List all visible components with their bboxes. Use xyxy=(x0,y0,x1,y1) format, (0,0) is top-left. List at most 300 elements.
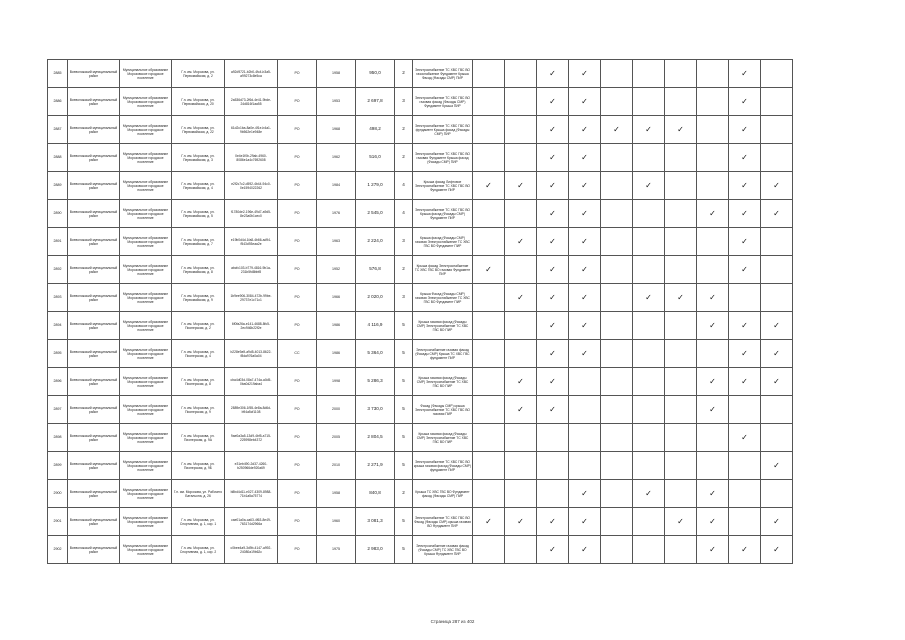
works-cell: Электроснабжение ТС ХВС ГВС ВО крыша газовая фасад (Фасады CMP) фундамент ПИР xyxy=(413,452,473,480)
address-cell: Г.п. им. Морозова, ул. Пионерская, д. 9Б xyxy=(172,452,225,480)
checkmark-icon: ✓ xyxy=(773,348,780,358)
work-type-cell xyxy=(505,284,537,312)
work-type-cell xyxy=(633,424,665,452)
area-cell: 840,8 xyxy=(356,480,395,508)
works-cell: Фасад (Фасады CMP) крыша Электроснабжение ТС ХВС ГВС ВО газовая ПИР xyxy=(413,396,473,424)
district-cell: Всеволожский муниципальный район xyxy=(68,452,120,480)
work-type-cell xyxy=(569,508,601,536)
work-type-cell xyxy=(665,60,697,88)
checkmark-icon: ✓ xyxy=(549,516,556,526)
work-type-cell xyxy=(697,144,729,172)
guid-cell: 6f0fa26a-e141-4688-8fc5-2ec946b22f2e xyxy=(225,312,278,340)
settlement-cell: Муниципальное образование Морозовское городское поселение xyxy=(120,396,172,424)
work-type-cell xyxy=(505,88,537,116)
year-cell: 1953 xyxy=(317,88,356,116)
work-type-cell xyxy=(665,88,697,116)
checkmark-icon: ✓ xyxy=(741,236,748,246)
work-type-cell xyxy=(761,508,793,536)
table-row xyxy=(48,60,793,88)
work-type-cell xyxy=(665,480,697,508)
work-type-cell xyxy=(601,172,633,200)
table-row xyxy=(48,312,793,340)
work-type-cell xyxy=(761,60,793,88)
district-cell: Всеволожский муниципальный район xyxy=(68,88,120,116)
address-cell: Г.п. им. Морозова, ул. Пионерская, д. 2 xyxy=(172,312,225,340)
area-cell: 2 545,0 xyxy=(356,200,395,228)
ownership-form-cell: РО xyxy=(278,256,317,284)
area-cell: 5 364,0 xyxy=(356,340,395,368)
work-type-cell xyxy=(505,312,537,340)
work-type-cell xyxy=(601,312,633,340)
table-row xyxy=(48,88,793,116)
work-type-cell xyxy=(633,480,665,508)
year-cell: 1976 xyxy=(317,200,356,228)
work-type-cell xyxy=(761,368,793,396)
work-type-cell xyxy=(537,536,569,564)
work-type-cell xyxy=(697,508,729,536)
district-cell: Всеволожский муниципальный район xyxy=(68,256,120,284)
work-type-cell xyxy=(601,368,633,396)
floors-cell: 3 xyxy=(395,88,413,116)
work-type-cell xyxy=(665,508,697,536)
work-type-cell xyxy=(697,368,729,396)
checkmark-icon: ✓ xyxy=(581,544,588,554)
work-type-cell xyxy=(729,340,761,368)
work-type-cell xyxy=(633,60,665,88)
year-cell: 1998 xyxy=(317,368,356,396)
floors-cell: 5 xyxy=(395,536,413,564)
checkmark-icon: ✓ xyxy=(517,236,524,246)
work-type-cell xyxy=(665,256,697,284)
work-type-cell xyxy=(633,536,665,564)
row-number: 2893 xyxy=(48,284,68,312)
work-type-cell xyxy=(505,480,537,508)
settlement-cell: Муниципальное образование Морозовское городское поселение xyxy=(120,88,172,116)
guid-cell: 2889e306-1f55-4e8a-8d6d-b94a5cf1108 xyxy=(225,396,278,424)
work-type-cell xyxy=(697,228,729,256)
checkmark-icon: ✓ xyxy=(549,264,556,274)
work-type-cell xyxy=(569,452,601,480)
guid-cell: b8bd4d11-e027-4309-8988-71b1a5a75774 xyxy=(225,480,278,508)
row-number: 2901 xyxy=(48,508,68,536)
work-type-cell xyxy=(537,508,569,536)
work-type-cell xyxy=(665,172,697,200)
ownership-form-cell: РО xyxy=(278,144,317,172)
work-type-cell xyxy=(473,368,505,396)
work-type-cell xyxy=(505,396,537,424)
ownership-form-cell: РО xyxy=(278,396,317,424)
year-cell: 1962 xyxy=(317,144,356,172)
address-cell: Г.п. им. Морозова, ул. Первомайская, д. 8 xyxy=(172,256,225,284)
work-type-cell xyxy=(729,116,761,144)
work-type-cell xyxy=(601,536,633,564)
settlement-cell: Муниципальное образование Морозовское городское поселение xyxy=(120,312,172,340)
guid-cell: 0e4e1f0b-29ab-4960-8086e1a4c7692608 xyxy=(225,144,278,172)
work-type-cell xyxy=(761,116,793,144)
works-cell: Крыша газовая фасад (Фасады CMP) Электроснабжение ТС ХВС ГВС ВО ПИР xyxy=(413,312,473,340)
checkmark-icon: ✓ xyxy=(741,96,748,106)
district-cell: Всеволожский муниципальный район xyxy=(68,312,120,340)
work-type-cell xyxy=(633,172,665,200)
checkmark-icon: ✓ xyxy=(645,488,652,498)
work-type-cell xyxy=(697,200,729,228)
checkmark-icon: ✓ xyxy=(709,404,716,414)
work-type-cell xyxy=(697,284,729,312)
work-type-cell xyxy=(569,396,601,424)
register-table xyxy=(47,59,793,564)
checkmark-icon: ✓ xyxy=(581,180,588,190)
district-cell: Всеволожский муниципальный район xyxy=(68,200,120,228)
checkmark-icon: ✓ xyxy=(677,516,684,526)
table-row xyxy=(48,368,793,396)
table-body xyxy=(48,60,793,564)
district-cell: Всеволожский муниципальный район xyxy=(68,424,120,452)
work-type-cell xyxy=(569,200,601,228)
work-type-cell xyxy=(633,228,665,256)
work-type-cell xyxy=(633,88,665,116)
checkmark-icon: ✓ xyxy=(549,208,556,218)
table-row xyxy=(48,452,793,480)
ownership-form-cell: РО xyxy=(278,424,317,452)
settlement-cell: Муниципальное образование Морозовское городское поселение xyxy=(120,60,172,88)
work-type-cell xyxy=(505,116,537,144)
year-cell: 1960 xyxy=(317,508,356,536)
floors-cell: 5 xyxy=(395,396,413,424)
work-type-cell xyxy=(569,480,601,508)
work-type-cell xyxy=(729,88,761,116)
work-type-cell xyxy=(761,144,793,172)
ownership-form-cell: РО xyxy=(278,480,317,508)
floors-cell: 5 xyxy=(395,312,413,340)
address-cell: Г.п. им. Морозова, ул. Первомайская, д. 4 xyxy=(172,172,225,200)
district-cell: Всеволожский муниципальный район xyxy=(68,60,120,88)
work-type-cell xyxy=(537,172,569,200)
floors-cell: 3 xyxy=(395,284,413,312)
address-cell: Г.п. им. Морозова, ул. Рабочего Батальона, д. 26 xyxy=(172,480,225,508)
district-cell: Всеволожский муниципальный район xyxy=(68,340,120,368)
work-type-cell xyxy=(729,256,761,284)
year-cell: 1963 xyxy=(317,228,356,256)
checkmark-icon: ✓ xyxy=(485,516,492,526)
work-type-cell xyxy=(697,396,729,424)
work-type-cell xyxy=(473,508,505,536)
work-type-cell xyxy=(601,396,633,424)
guid-cell: b228e9a9-a9d5-4013-8622-f8da976a0a04 xyxy=(225,340,278,368)
work-type-cell xyxy=(665,116,697,144)
ownership-form-cell: РО xyxy=(278,508,317,536)
table-row xyxy=(48,144,793,172)
guid-cell: e2f2c7c2-d592-4b44-94c0-0e1594022262 xyxy=(225,172,278,200)
settlement-cell: Муниципальное образование Морозовское городское поселение xyxy=(120,536,172,564)
work-type-cell xyxy=(601,284,633,312)
row-number: 2900 xyxy=(48,480,68,508)
work-type-cell xyxy=(761,452,793,480)
work-type-cell xyxy=(569,368,601,396)
works-cell: Электроснабжение ТС ХВС ГВС ВО Фасад (Фасады CMP) крыша газовая ВО Фундамент ПИР xyxy=(413,508,473,536)
guid-cell: abcfc103-b779-4816-9b1a-231b5fd8bbf8 xyxy=(225,256,278,284)
guid-cell: 2a536d73-2f6d-4e41-9bde-24d816f1aa55 xyxy=(225,88,278,116)
checkmark-icon: ✓ xyxy=(549,152,556,162)
settlement-cell: Муниципальное образование Морозовское городское поселение xyxy=(120,368,172,396)
work-type-cell xyxy=(601,88,633,116)
floors-cell: 2 xyxy=(395,60,413,88)
work-type-cell xyxy=(761,312,793,340)
work-type-cell xyxy=(473,536,505,564)
work-type-cell xyxy=(537,88,569,116)
checkmark-icon: ✓ xyxy=(741,348,748,358)
work-type-cell xyxy=(665,144,697,172)
guid-cell: e19b0d4d-1fa8-4b66-ad94-f543d93eaa2e xyxy=(225,228,278,256)
row-number: 2887 xyxy=(48,116,68,144)
floors-cell: 5 xyxy=(395,424,413,452)
table-row xyxy=(48,284,793,312)
settlement-cell: Муниципальное образование Морозовское городское поселение xyxy=(120,228,172,256)
work-type-cell xyxy=(569,284,601,312)
checkmark-icon: ✓ xyxy=(741,432,748,442)
work-type-cell xyxy=(633,396,665,424)
checkmark-icon: ✓ xyxy=(773,516,780,526)
checkmark-icon: ✓ xyxy=(549,292,556,302)
checkmark-icon: ✓ xyxy=(581,264,588,274)
checkmark-icon: ✓ xyxy=(581,236,588,246)
work-type-cell xyxy=(473,340,505,368)
checkmark-icon: ✓ xyxy=(517,292,524,302)
works-cell: Крыша фасад Электроснабжение ТС ХВС ГВС ВО газовая Фундамент ПИР xyxy=(413,256,473,284)
guid-cell: 1b9ee906-3084-472b-99be-29737e1c71c1 xyxy=(225,284,278,312)
area-cell: 2 224,0 xyxy=(356,228,395,256)
checkmark-icon: ✓ xyxy=(581,348,588,358)
checkmark-icon: ✓ xyxy=(581,320,588,330)
work-type-cell xyxy=(569,228,601,256)
address-cell: Г.п. им. Морозова, ул. Пионерская, д. 9 xyxy=(172,396,225,424)
work-type-cell xyxy=(665,424,697,452)
table-row xyxy=(48,480,793,508)
checkmark-icon: ✓ xyxy=(741,208,748,218)
floors-cell: 4 xyxy=(395,200,413,228)
work-type-cell xyxy=(473,312,505,340)
checkmark-icon: ✓ xyxy=(773,180,780,190)
row-number: 2898 xyxy=(48,424,68,452)
checkmark-icon: ✓ xyxy=(741,320,748,330)
work-type-cell xyxy=(569,144,601,172)
work-type-cell xyxy=(729,480,761,508)
work-type-cell xyxy=(697,116,729,144)
work-type-cell xyxy=(761,284,793,312)
work-type-cell xyxy=(505,452,537,480)
work-type-cell xyxy=(537,200,569,228)
work-type-cell xyxy=(633,116,665,144)
work-type-cell xyxy=(601,340,633,368)
work-type-cell xyxy=(729,424,761,452)
area-cell: 4 116,9 xyxy=(356,312,395,340)
area-cell: 576,8 xyxy=(356,256,395,284)
work-type-cell xyxy=(729,536,761,564)
work-type-cell xyxy=(537,396,569,424)
table-row xyxy=(48,200,793,228)
row-number: 2886 xyxy=(48,88,68,116)
works-cell: Электроснабжение ТС ХВС ГВС ВО Крыша фасад (Фасады CMP) Фундамент ПИР xyxy=(413,200,473,228)
ownership-form-cell: РО xyxy=(278,88,317,116)
work-type-cell xyxy=(633,508,665,536)
area-cell: 516,0 xyxy=(356,144,395,172)
row-number: 2890 xyxy=(48,200,68,228)
year-cell: 1975 xyxy=(317,536,356,564)
work-type-cell xyxy=(665,284,697,312)
checkmark-icon: ✓ xyxy=(549,376,556,386)
work-type-cell xyxy=(473,144,505,172)
checkmark-icon: ✓ xyxy=(741,544,748,554)
work-type-cell xyxy=(665,536,697,564)
checkmark-icon: ✓ xyxy=(773,376,780,386)
checkmark-icon: ✓ xyxy=(709,292,716,302)
area-cell: 2 020,0 xyxy=(356,284,395,312)
work-type-cell xyxy=(697,480,729,508)
checkmark-icon: ✓ xyxy=(517,516,524,526)
area-cell: 1 279,0 xyxy=(356,172,395,200)
works-cell: Крыша фасад Лифтовое Электроснабжение ТС ХВС ГВС ВО Фундамент ПИР xyxy=(413,172,473,200)
checkmark-icon: ✓ xyxy=(773,208,780,218)
work-type-cell xyxy=(473,60,505,88)
checkmark-icon: ✓ xyxy=(645,180,652,190)
row-number: 2894 xyxy=(48,312,68,340)
work-type-cell xyxy=(729,312,761,340)
ownership-form-cell: РО xyxy=(278,200,317,228)
ownership-form-cell: РО xyxy=(278,172,317,200)
work-type-cell xyxy=(537,256,569,284)
work-type-cell xyxy=(729,60,761,88)
address-cell: Г.п. им. Морозова, ул. Первомайская, д. 20 xyxy=(172,88,225,116)
works-cell: Крыша Фасад (Фасады CMP) газовая Электроснабжение ТС ХВС ГВС ВО Фундамент ПИР xyxy=(413,284,473,312)
work-type-cell xyxy=(761,200,793,228)
checkmark-icon: ✓ xyxy=(549,320,556,330)
work-type-cell xyxy=(665,312,697,340)
year-cell: 1952 xyxy=(317,256,356,284)
work-type-cell xyxy=(633,284,665,312)
settlement-cell: Муниципальное образование Морозовское городское поселение xyxy=(120,200,172,228)
work-type-cell xyxy=(729,284,761,312)
checkmark-icon: ✓ xyxy=(613,124,620,134)
checkmark-icon: ✓ xyxy=(581,516,588,526)
guid-cell: 9ae0a3a5-13d9-4bf5-a715-225998eb4372 xyxy=(225,424,278,452)
checkmark-icon: ✓ xyxy=(581,124,588,134)
works-cell: Электроснабжение газовая фасад (Фасады CMP) ТС ХВС ГВС ВО Крыша Фундамент ПИР xyxy=(413,536,473,564)
work-type-cell xyxy=(537,284,569,312)
work-type-cell xyxy=(697,452,729,480)
work-type-cell xyxy=(537,480,569,508)
work-type-cell xyxy=(633,340,665,368)
area-cell: 3 730,0 xyxy=(356,396,395,424)
checkmark-icon: ✓ xyxy=(741,152,748,162)
work-type-cell xyxy=(665,368,697,396)
table-row xyxy=(48,256,793,284)
work-type-cell xyxy=(633,452,665,480)
settlement-cell: Муниципальное образование Морозовское городское поселение xyxy=(120,116,172,144)
work-type-cell xyxy=(729,172,761,200)
work-type-cell xyxy=(761,256,793,284)
work-type-cell xyxy=(633,144,665,172)
checkmark-icon: ✓ xyxy=(741,264,748,274)
floors-cell: 5 xyxy=(395,368,413,396)
district-cell: Всеволожский муниципальный район xyxy=(68,116,120,144)
row-number: 2897 xyxy=(48,396,68,424)
year-cell: 2005 xyxy=(317,424,356,452)
work-type-cell xyxy=(505,228,537,256)
address-cell: Г.п. им. Морозова, ул. Первомайская, д. 22 xyxy=(172,116,225,144)
row-number: 2889 xyxy=(48,172,68,200)
row-number: 2888 xyxy=(48,144,68,172)
work-type-cell xyxy=(601,60,633,88)
settlement-cell: Муниципальное образование Морозовское городское поселение xyxy=(120,144,172,172)
work-type-cell xyxy=(569,340,601,368)
work-type-cell xyxy=(729,452,761,480)
table-row xyxy=(48,172,793,200)
floors-cell: 3 xyxy=(395,228,413,256)
work-type-cell xyxy=(729,228,761,256)
work-type-cell xyxy=(537,116,569,144)
work-type-cell xyxy=(601,116,633,144)
checkmark-icon: ✓ xyxy=(549,348,556,358)
ownership-form-cell: РО xyxy=(278,228,317,256)
checkmark-icon: ✓ xyxy=(773,320,780,330)
works-cell: Электроснабжение ТС ХВС ГВС ВО газовая фасад (Фасады CMP) Фундамент Крыша ПИР xyxy=(413,88,473,116)
floors-cell: 2 xyxy=(395,256,413,284)
checkmark-icon: ✓ xyxy=(517,376,524,386)
checkmark-icon: ✓ xyxy=(485,264,492,274)
district-cell: Всеволожский муниципальный район xyxy=(68,228,120,256)
work-type-cell xyxy=(473,480,505,508)
address-cell: Г.п. им. Морозова, ул. Спортивная, д. 1, кор. 1 xyxy=(172,508,225,536)
checkmark-icon: ✓ xyxy=(549,124,556,134)
work-type-cell xyxy=(505,144,537,172)
work-type-cell xyxy=(505,172,537,200)
year-cell: 1986 xyxy=(317,340,356,368)
district-cell: Всеволожский муниципальный район xyxy=(68,144,120,172)
address-cell: Г.п. им. Морозова, ул. Пионерская, д. 9А xyxy=(172,424,225,452)
work-type-cell xyxy=(505,536,537,564)
work-type-cell xyxy=(761,396,793,424)
checkmark-icon: ✓ xyxy=(517,180,524,190)
checkmark-icon: ✓ xyxy=(773,544,780,554)
floors-cell: 5 xyxy=(395,340,413,368)
work-type-cell xyxy=(697,340,729,368)
work-type-cell xyxy=(537,60,569,88)
work-type-cell xyxy=(569,116,601,144)
checkmark-icon: ✓ xyxy=(581,96,588,106)
checkmark-icon: ✓ xyxy=(549,236,556,246)
work-type-cell xyxy=(473,452,505,480)
work-type-cell xyxy=(505,256,537,284)
district-cell: Всеволожский муниципальный район xyxy=(68,508,120,536)
floors-cell: 5 xyxy=(395,452,413,480)
settlement-cell: Муниципальное образование Морозовское городское поселение xyxy=(120,452,172,480)
work-type-cell xyxy=(633,368,665,396)
work-type-cell xyxy=(729,396,761,424)
checkmark-icon: ✓ xyxy=(549,544,556,554)
checkmark-icon: ✓ xyxy=(741,124,748,134)
work-type-cell xyxy=(761,424,793,452)
table-row xyxy=(48,116,793,144)
settlement-cell: Муниципальное образование Морозовское городское поселение xyxy=(120,256,172,284)
work-type-cell xyxy=(633,312,665,340)
district-cell: Всеволожский муниципальный район xyxy=(68,172,120,200)
work-type-cell xyxy=(761,536,793,564)
work-type-cell xyxy=(601,144,633,172)
work-type-cell xyxy=(729,368,761,396)
row-number: 2896 xyxy=(48,368,68,396)
work-type-cell xyxy=(569,60,601,88)
year-cell: 1984 xyxy=(317,172,356,200)
work-type-cell xyxy=(697,60,729,88)
